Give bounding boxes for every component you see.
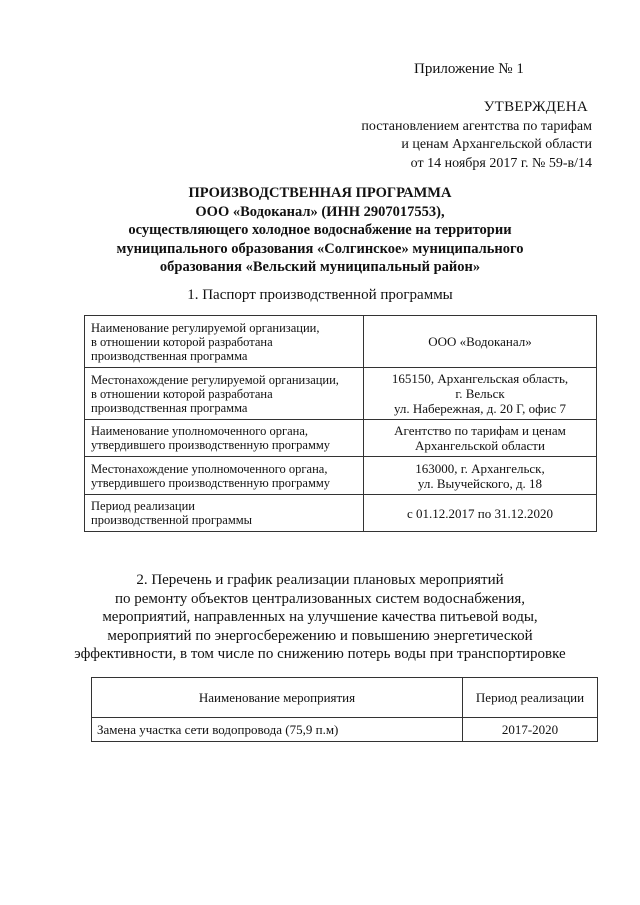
appendix-number: Приложение № 1 xyxy=(414,61,524,77)
cell-line: Период реализации xyxy=(91,499,195,513)
heading-line: мероприятий по энергосбережению и повышению энергетической xyxy=(107,627,533,644)
cell-line: ул. Выучейского, д. 18 xyxy=(417,475,543,491)
cell-line: в отношении которой разработана xyxy=(91,334,273,349)
cell-line: ООО «Водоканал» xyxy=(428,334,532,349)
table-row xyxy=(85,457,597,495)
cell-line: Местонахождение регулируемой организации, xyxy=(91,372,339,387)
heading-line: эффективности, в том числе по снижению потерь воды при транспортировке xyxy=(74,646,566,662)
passport-table xyxy=(84,315,597,532)
cell-line: производственной программы xyxy=(91,513,253,527)
title-line: муниципального образования «Солгинское» муниципального xyxy=(116,240,524,257)
cell-line: Агентство по тарифам и ценам xyxy=(394,423,566,438)
title-line: образования «Вельский муниципальный район» xyxy=(159,259,481,275)
passport-label xyxy=(85,420,364,457)
passport-value xyxy=(364,368,597,420)
section2-heading xyxy=(0,571,640,664)
cell-line: Наименование регулируемой организации, xyxy=(91,320,320,335)
cell-line: Наименование уполномоченного органа, xyxy=(91,424,308,438)
table-row xyxy=(85,420,597,457)
passport-label xyxy=(85,457,364,495)
table-row xyxy=(92,718,598,742)
cell-line: с 01.12.2017 по 31.12.2020 xyxy=(407,505,553,521)
passport-value xyxy=(364,316,597,368)
cell-line: утвердившего производственную программу xyxy=(91,438,331,452)
heading-line: по ремонту объектов централизованных систем водоснабжения, xyxy=(114,590,525,607)
passport-label xyxy=(85,368,364,420)
approved-stamp-text: УТВЕРЖДЕНА xyxy=(483,99,588,115)
passport-label xyxy=(85,495,364,532)
approval-line: от 14 ноября 2017 г. № 59-в/14 xyxy=(410,155,592,171)
cell-line: производственная программа xyxy=(91,400,248,415)
cell-line: 165150, Архангельская область, xyxy=(391,371,569,386)
approval-line: и ценам Архангельской области xyxy=(401,137,592,152)
table-row xyxy=(85,316,597,368)
column-header-name: Наименование мероприятия xyxy=(92,678,463,718)
table-row xyxy=(85,495,597,532)
cell-line: Архангельской области xyxy=(415,438,545,453)
cell-line: Местонахождение уполномоченного органа, xyxy=(91,461,328,476)
section1-heading: 1. Паспорт производственной программы xyxy=(187,287,453,303)
approval-line: постановлением агентства по тарифам xyxy=(361,118,592,134)
passport-value xyxy=(364,420,597,457)
column-header-period: Период реализации xyxy=(463,678,598,718)
cell-line: производственная программа xyxy=(91,348,248,363)
cell-line: г. Вельск xyxy=(455,386,505,401)
cell-line: утвердившего производственную программу xyxy=(91,475,331,490)
title-line: ПРОИЗВОДСТВЕННАЯ ПРОГРАММА xyxy=(188,185,452,201)
document-title xyxy=(0,184,640,277)
title-line: ООО «Водоканал» (ИНН 2907017553), xyxy=(195,203,445,220)
passport-label xyxy=(85,316,364,368)
passport-value xyxy=(364,495,597,532)
cell-line: в отношении которой разработана xyxy=(91,386,273,401)
approval-block xyxy=(361,98,592,173)
cell-line: 163000, г. Архангельск, xyxy=(415,460,545,476)
title-line: осуществляющего холодное водоснабжение на территории xyxy=(128,222,512,238)
cell-line: ул. Набережная, д. 20 Г, офис 7 xyxy=(393,401,567,416)
event-name: Замена участка сети водопровода (75,9 п.м) xyxy=(92,718,463,742)
event-period: 2017-2020 xyxy=(463,718,598,742)
table-row xyxy=(85,368,597,420)
events-table xyxy=(91,677,598,742)
table-header-row xyxy=(92,678,598,718)
passport-value xyxy=(364,457,597,495)
heading-line: 2. Перечень и график реализации плановых мероприятий xyxy=(136,572,504,588)
heading-line: мероприятий, направленных на улучшение качества питьевой воды, xyxy=(102,609,538,625)
